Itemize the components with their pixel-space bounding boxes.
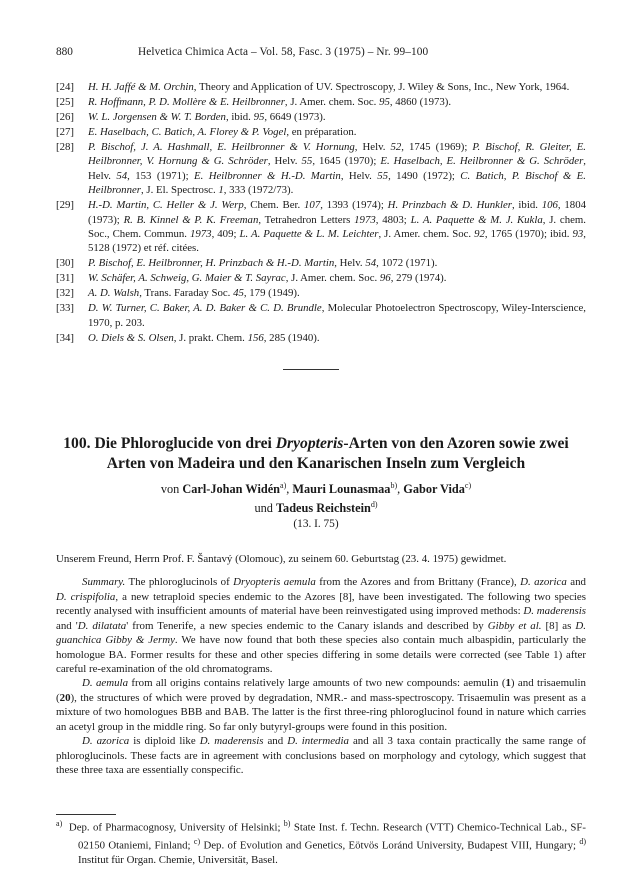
italic-run: D. intermedia <box>287 735 349 748</box>
reference-entry <box>56 271 586 285</box>
text-run: , 285 (1940). <box>263 331 320 344</box>
text-run: and ' <box>56 619 78 632</box>
reference-entry <box>56 198 586 256</box>
italic-run: 95 <box>253 111 265 123</box>
text-run: is diploid like <box>129 735 200 748</box>
italic-run: D. maderensis <box>523 605 587 618</box>
footnotes <box>56 817 586 867</box>
italic-run: D. azorica <box>520 576 567 589</box>
text-run: , 279 (1974). <box>390 272 447 285</box>
reference-entry <box>56 286 586 300</box>
bold-run: 20 <box>59 691 71 704</box>
text-run: , 6649 (1973). <box>264 111 326 123</box>
reference-entry <box>56 301 586 330</box>
affiliation-mark: d <box>370 500 375 510</box>
text-run: and <box>566 576 586 589</box>
text-run: , J. Amer. chem. Soc. <box>378 228 475 241</box>
text-run: , J. Amer. chem. Soc. <box>285 272 380 285</box>
italic-run: D. dilatata <box>77 619 127 632</box>
title-part1: 100. Die Phloroglucide von drei <box>63 435 276 452</box>
text-run: , a new tetraploid species endemic to the Azores [8], have been investigated. The following two species recently analysed with insufficient amounts of material have been reinvestigated using improved methods: <box>56 590 586 618</box>
reference-number: [34] <box>56 331 74 344</box>
text-run: , ibid. <box>225 111 254 123</box>
italic-run: H. H. Jaffé & M. Orchin <box>88 81 194 93</box>
italic-run: R. B. Kinnel & P. K. Freeman <box>123 213 259 226</box>
text-run: , en préparation. <box>286 126 357 138</box>
author-name: Tadeus Reichstein <box>275 501 371 516</box>
italic-run: Dryopteris aemula <box>233 576 316 589</box>
italic-run: A. D. Walsh <box>88 287 140 300</box>
reference-entry <box>56 125 586 139</box>
text-run: , Helv. <box>334 257 366 270</box>
reference-entry <box>56 256 586 270</box>
by-word: von <box>160 482 180 497</box>
reference-number: [24] <box>56 81 74 93</box>
text-run: , Theory and Application of UV. Spectroscopy, J. Wiley & Sons, Inc., New York, 1964. <box>193 81 570 93</box>
text-run: , Chem. Ber. <box>243 199 305 212</box>
reference-number: [29] <box>56 199 74 212</box>
text-run: , 153 (1971); <box>127 169 195 182</box>
italic-run: H.-D. Martin, C. Heller & J. Werp <box>88 199 244 212</box>
italic-run: 1973 <box>354 213 376 226</box>
summary-paragraph <box>56 734 586 777</box>
text-run: , Helv. <box>267 155 302 168</box>
text-run: , 4860 (1973). <box>389 96 452 108</box>
affiliation-mark: c <box>464 481 469 490</box>
italic-run: O. Diels & S. Olsen <box>88 331 174 344</box>
italic-run: D. guanchica Gibby & Jermy <box>56 619 586 647</box>
text-run: , 5128 (1972) et réf. citées. <box>88 228 586 255</box>
italic-run: 106 <box>541 199 558 212</box>
journal-line: Helvetica Chimica Acta – Vol. 58, Fasc. 3 (1975) – Nr. 99–100 <box>138 46 429 58</box>
affiliation-mark: a <box>280 481 284 490</box>
text-run: , J. chem. Soc., Chem. Commun. <box>88 213 586 241</box>
italic-run: H. Prinzbach & D. Hunkler <box>387 199 512 212</box>
text-run: , ibid. <box>511 199 542 212</box>
italic-run: 1 <box>218 184 224 197</box>
italic-run: 54 <box>116 169 128 182</box>
italic-run: 96 <box>379 272 391 285</box>
summary-label: Summary. <box>82 576 126 589</box>
text-run: , 1765 (1970); ibid. <box>484 228 573 241</box>
italic-run: E. Haselbach, C. Batich, A. Florey & P. Vogel <box>88 126 287 138</box>
italic-run: 52 <box>390 141 402 153</box>
text-run: from the Azores and from Brittany (France), <box>315 576 521 589</box>
italic-run: D. aemula <box>82 677 129 690</box>
text-run: , 179 (1949). <box>243 287 300 300</box>
title-genus: Dryopteris <box>275 435 344 452</box>
italic-run: D. azorica <box>82 735 130 748</box>
text-run: , 333 (1972/73). <box>223 184 294 197</box>
article-body <box>56 552 586 778</box>
italic-run: E. Heilbronner & H.-D. Martin <box>194 169 341 182</box>
footnote-mark: a <box>56 819 60 828</box>
text-run: , Trans. Faraday Soc. <box>139 287 234 300</box>
italic-run: 107 <box>304 199 321 212</box>
reference-number: [32] <box>56 287 74 300</box>
text-run: ) and trisaemulin ( <box>56 677 587 704</box>
reference-entry <box>56 95 586 109</box>
reference-number: [25] <box>56 96 74 108</box>
italic-run: 1973 <box>189 228 212 241</box>
italic-run: 55 <box>377 169 389 182</box>
italic-run: C. Batich, P. Bischof & E. Heilbronner <box>88 169 586 197</box>
reference-entry <box>56 110 586 124</box>
text-run: , 1645 (1970); <box>312 155 381 168</box>
affiliation-mark: b <box>390 481 395 490</box>
italic-run: 92 <box>474 228 485 241</box>
text-run: from all origins contains relatively large amounts of two new compounds: aemulin ( <box>128 677 506 690</box>
italic-run: L. A. Paquette & M. J. Kukla <box>410 213 543 226</box>
author-name: Gabor Vida <box>403 482 465 497</box>
text-run: , Helv. <box>340 169 378 182</box>
footnote-text: Dep. of Evolution and Genetics, Eötvös Loránd University, Budapest VIII, Hungary; <box>203 839 576 852</box>
reference-number: [26] <box>56 111 74 123</box>
summary-paragraph <box>56 676 586 734</box>
text-run: , 4803; <box>375 213 411 226</box>
text-run: [8] as <box>541 619 576 632</box>
text-run: , 1804 (1973); <box>88 199 586 226</box>
and-word: und <box>254 501 273 516</box>
italic-run: P. Bischof, E. Heilbronner, H. Prinzbach & H.-D. Martin <box>88 257 335 270</box>
text-run: and all 3 taxa contain practically the same range of phloroglucinols. These facts are in agreement with conclusions based on morphology and cytology, which suggest that these three taxa are essentially conspecific. <box>56 735 587 777</box>
reference-number: [28] <box>56 141 74 153</box>
italic-run: D. W. Turner, C. Baker, A. D. Baker & C. D. Brundle <box>88 302 322 315</box>
summary-paragraph <box>56 575 586 676</box>
author-block: von Carl-Johan Widén$^{a)}$, Mauri Lounasmaa$^{b)}$, Gabor Vida$^{c)}$ und Tadeus Reichstein$^{d)}$ <box>160 481 472 516</box>
italic-run: E. Haselbach, E. Heilbronner & G. Schröder <box>380 155 584 168</box>
text-run: , 1072 (1971). <box>376 257 438 270</box>
italic-run: Gibby et al. <box>487 619 542 632</box>
text-run: ), the structures of which were proved by degradation, NMR.- and mass-spectroscopy. Trisaemulin was present as a mixture of two homologues BBB and BAB. The latter is the first three-ring phloroglucinol found in nature which carries an acetyl group in the middle ring. So far only butyryl-groups were found in this position. <box>56 691 586 733</box>
text-run: . We have now found that both these species also contain much albaspidin, particularly the homologue BA. Former results for these and other species differing in some details were corrected (see Table 1) after careful re-examination of the old chromatograms. <box>56 634 586 675</box>
italic-run: P. Bischof, J. A. Hashmall, E. Heilbronner & V. Hornung <box>88 141 355 153</box>
italic-run: 45 <box>233 287 244 300</box>
footnote-affiliations: $^{a)}$ Dep. of Pharmacognosy, University of Helsinki; $^{b)}$ State Inst. f. Techn. Research (VTT) Chemico-Technical Lab., SF-02150 Otaniemi, Finland; $^{c)}$ Dep. of Evolution and Genetics, Eötvös Loránd University, Budapest VIII, Hungary; $^{d)}$ Institut für Organ. Chemie, Universität, Basel. <box>56 819 586 866</box>
text-run: , 1490 (1972); <box>388 169 461 182</box>
text-run: , J. El. Spectrosc. <box>140 184 219 197</box>
footnote-text: State Inst. f. Techn. Research (VTT) Chemico-Technical Lab., SF-02150 Otaniemi, Finland; <box>78 821 586 852</box>
italic-run: 55 <box>301 155 313 168</box>
footnote-mark: c <box>193 836 198 846</box>
italic-run: 54 <box>365 257 377 270</box>
text-run: , J. prakt. Chem. <box>173 331 248 344</box>
reference-entry <box>56 80 586 94</box>
author-name: Mauri Lounasmaa <box>292 482 391 497</box>
text-run: and <box>263 735 288 748</box>
text-run: , Tetrahedron Letters <box>258 213 355 226</box>
text-run: The phloroglucinols of <box>125 576 234 589</box>
text-run: , 1745 (1969); <box>401 141 473 153</box>
footnote-text: Dep. of Pharmacognosy, University of Helsinki; <box>68 821 281 834</box>
italic-run: D. crispifolia <box>56 590 116 603</box>
received-date: (13. I. 75) <box>293 518 339 530</box>
italic-run: R. Hoffmann, P. D. Mollère & E. Heilbronner <box>88 96 285 108</box>
italic-run: W. Schäfer, A. Schweig, G. Maier & T. Sayrac <box>88 272 286 285</box>
text-run: , J. Amer. chem. Soc. <box>284 96 380 108</box>
page-number: 880 <box>56 46 73 58</box>
reference-entry <box>56 331 586 345</box>
reference-number: [31] <box>56 272 74 285</box>
text-run: ' from Tenerife, a new species endemic to the Canary islands and described by <box>126 619 488 632</box>
italic-run: D. maderensis <box>199 735 264 748</box>
footnote-mark: d <box>579 836 584 846</box>
italic-run: P. Bischof, R. Gleiter, E. Heilbronner, V. Hornung & G. Schröder <box>88 141 587 168</box>
reference-list <box>56 80 586 346</box>
section-separator <box>283 369 339 370</box>
italic-run: W. L. Jorgensen & W. T. Borden <box>88 111 226 123</box>
footnote-mark: b <box>283 819 288 828</box>
reference-number: [27] <box>56 126 74 138</box>
reference-number: [33] <box>56 302 74 315</box>
article-title <box>56 434 576 474</box>
bold-run: 1 <box>505 677 511 690</box>
text-run: , Molecular Photoelectron Spectroscopy, Wiley-Interscience, 1970, p. 203. <box>88 302 586 329</box>
footnote-rule <box>56 814 116 815</box>
footnote-text: Institut für Organ. Chemie, Universität, Basel. <box>78 853 278 866</box>
text-run: , Helv. <box>354 141 391 153</box>
text-run: , 409; <box>211 228 240 241</box>
dedication: Unserem Freund, Herrn Prof. F. Šantavý (Olomouc), zu seinem 60. Geburtstag (23. 4. 1975) gewidmet. <box>56 553 507 565</box>
author-name: Carl-Johan Widén <box>182 482 280 497</box>
running-header <box>56 46 576 62</box>
italic-run: 93 <box>572 228 584 241</box>
italic-run: L. A. Paquette & L. M. Leichter <box>239 228 379 241</box>
text-run: , 1393 (1974); <box>320 199 388 212</box>
text-run: , Helv. <box>88 155 586 182</box>
italic-run: 156 <box>247 331 264 344</box>
title-part2: -Arten von den Azoren sowie zwei Arten von Madeira und den Kanarischen Inseln zum Vergleich <box>106 435 569 472</box>
italic-run: 95 <box>379 96 390 108</box>
reference-number: [30] <box>56 257 74 270</box>
reference-entry <box>56 140 586 198</box>
